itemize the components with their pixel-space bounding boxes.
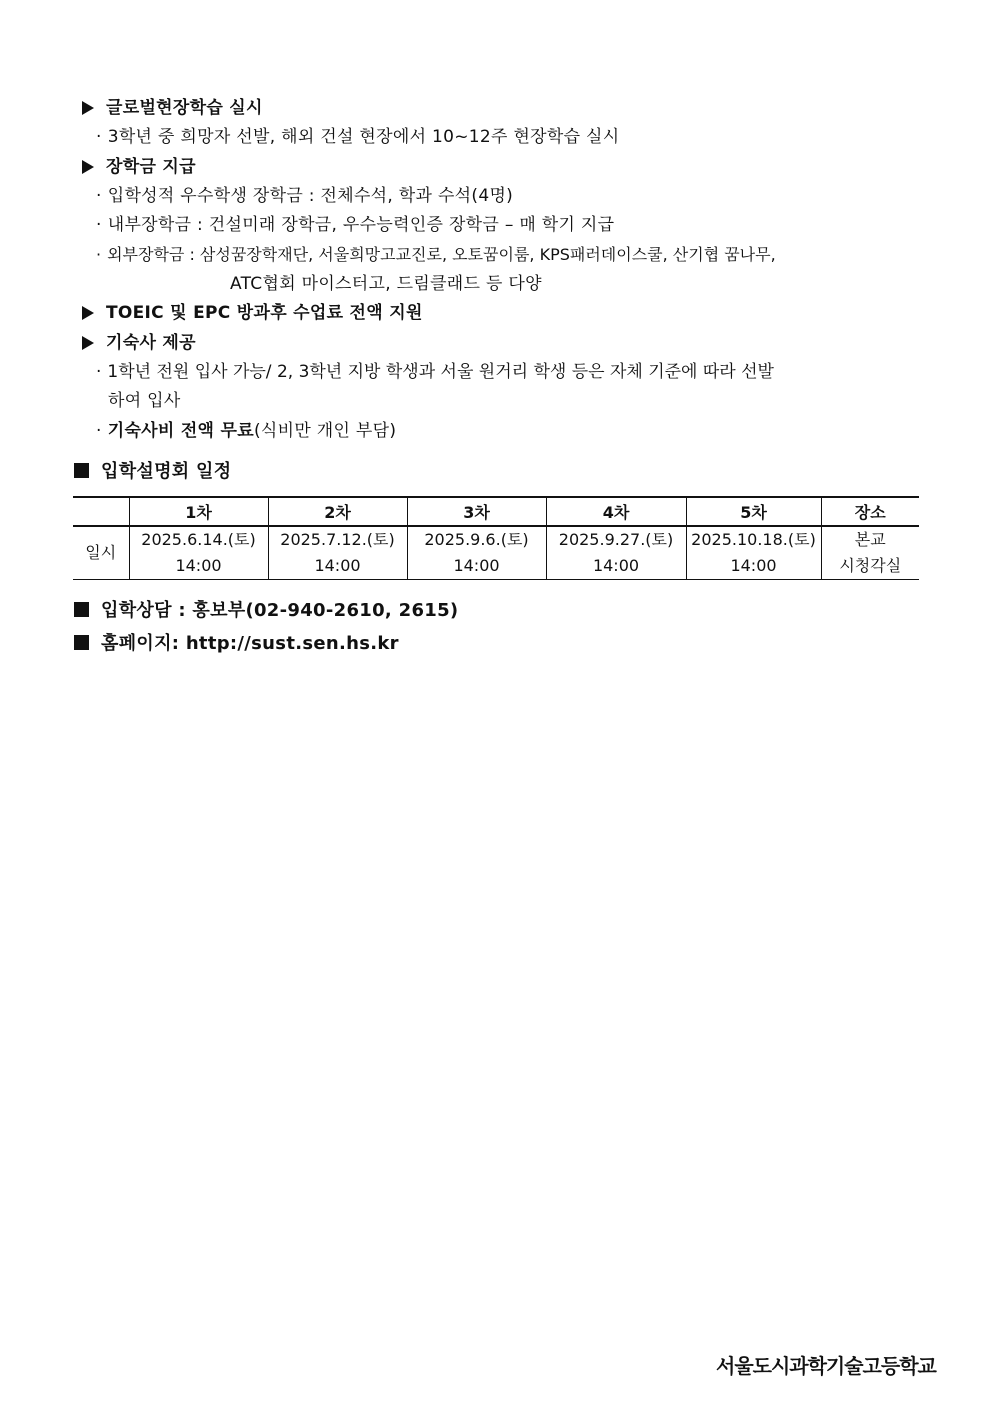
toeic-heading: TOEIC 및 EPC 방과후 수업료 전액 지원 [82, 302, 423, 324]
dot-bullet-icon: · [96, 245, 102, 264]
scholarship-item-continued: ATC협회 마이스터고, 드림클래드 등 다양 [230, 274, 542, 294]
session-time: 14:00 [453, 556, 500, 575]
session-date: 2025.7.12.(토) [280, 530, 395, 549]
schedule-table [73, 496, 919, 580]
table-header-cell: 2차 [268, 497, 407, 526]
square-bullet-icon [74, 463, 89, 478]
dot-bullet-icon: · [96, 127, 102, 147]
dorm-heading: 기숙사 제공 [82, 332, 196, 354]
session-time: 14:00 [592, 556, 640, 575]
triangle-bullet-icon [82, 101, 94, 115]
triangle-bullet-icon [82, 306, 94, 320]
schedule-heading: 입학설명회 일정 [74, 461, 231, 483]
dorm-desc-continued: 하여 입사 [108, 391, 181, 411]
dot-bullet-icon: · [96, 421, 102, 441]
session-cell [268, 526, 407, 580]
session-date: 2025.6.14.(토) [141, 530, 256, 549]
session-time: 14:00 [175, 556, 222, 575]
session-time: 14:00 [314, 556, 361, 575]
table-header-row [73, 497, 919, 526]
school-logo: 서울도시과학기술고등학교 [716, 1354, 936, 1378]
session-time: 14:00 [730, 556, 777, 575]
dot-bullet-icon: · [96, 362, 102, 382]
scholarship-item: · 입학성적 우수학생 장학금 : 전체수석, 학과 수석(4명) [96, 186, 514, 206]
consult-line: 입학상담 : 홍보부(02-940-2610, 2615) [74, 600, 458, 622]
table-header-cell: 5차 [686, 497, 821, 526]
table-header-cell: 4차 [546, 497, 686, 526]
field-training-desc: · 3학년 중 희망자 선발, 해외 건설 현장에서 10~12주 현장학습 실시 [96, 127, 620, 147]
table-header-cell: 3차 [407, 497, 546, 526]
triangle-bullet-icon [82, 336, 94, 350]
session-cell [546, 526, 686, 580]
session-cell [407, 526, 546, 580]
dorm-desc: · 1학년 전원 입사 가능/ 2, 3학년 지방 학생과 서울 원거리 학생 등은 자체 기준에 따라 선발 [96, 362, 774, 382]
place-cell: 본교 시청각실 [821, 526, 919, 580]
dot-bullet-icon: · [96, 215, 102, 235]
table-row [73, 526, 919, 580]
homepage-line: 홈페이지: http://sust.sen.hs.kr [74, 633, 399, 655]
scholarship-item: · 외부장학금 : 삼성꿈장학재단, 서울희망고교진로, 오토꿈이룸, KPS패러데이스쿨, 산기협 꿈나무, [96, 245, 776, 264]
table-header-cell: 장소 [821, 497, 919, 526]
session-cell [129, 526, 268, 580]
scholarship-item: · 내부장학금 : 건설미래 장학금, 우수능력인증 장학금 – 매 학기 지급 [96, 215, 615, 235]
square-bullet-icon [74, 602, 89, 617]
field-training-heading: 글로벌현장학습 실시 [82, 97, 263, 119]
scholarship-heading: 장학금 지급 [82, 156, 196, 178]
session-date: 2025.9.27.(토) [558, 530, 674, 549]
session-date: 2025.9.6.(토) [424, 530, 529, 549]
row-label: 일시 [73, 526, 129, 580]
session-cell [686, 526, 821, 580]
dorm-fee: · 기숙사비 전액 무료(식비만 개인 부담) [96, 421, 397, 441]
table-header-cell: 1차 [129, 497, 268, 526]
session-date: 2025.10.18.(토) [691, 530, 816, 549]
square-bullet-icon [74, 635, 89, 650]
table-header-cell [73, 497, 129, 526]
triangle-bullet-icon [82, 160, 94, 174]
dot-bullet-icon: · [96, 186, 102, 206]
